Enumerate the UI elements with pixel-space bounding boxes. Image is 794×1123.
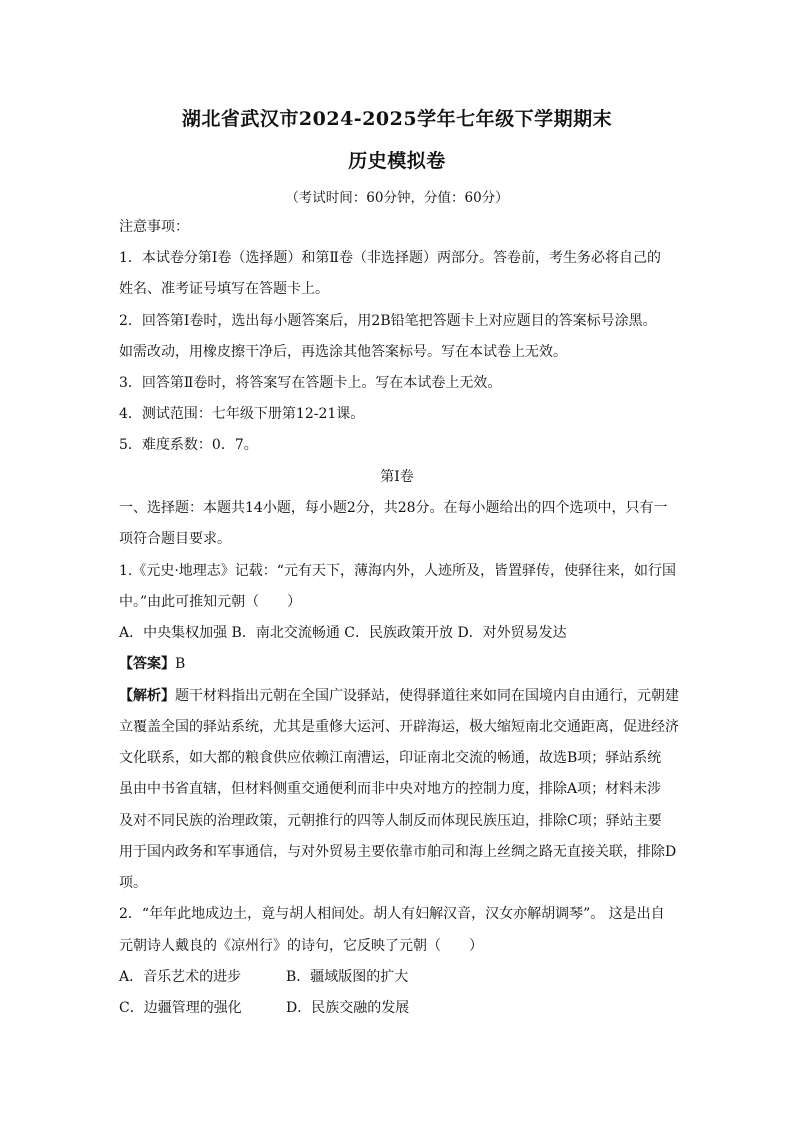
note-item-2a: 2．回答第Ⅰ卷时，选出每小题答案后，用2B铅笔把答题卡上对应题目的答案标号涂黑。 <box>119 313 657 329</box>
q2-option-c: C．边疆管理的强化 <box>119 1000 242 1016</box>
q1-analysis-3: 文化联系，如大都的粮食供应依赖江南漕运，印证南北交流的畅通，故选B项；驿站系统 <box>119 750 662 766</box>
q1-options: A．中央集权加强 B．南北交流畅通 C．民族政策开放 D．对外贸易发达 <box>119 625 567 641</box>
answer-value: B <box>175 656 186 672</box>
q1-analysis-1 <box>119 686 679 706</box>
q1-stem-a: 1.《元史·地理志》记载：“元有天下，薄海内外，人迹所及，皆置驿传，使驿往来，如行国 <box>119 563 676 579</box>
q2-stem-a: 2．“年年此地成边土，竟与胡人相间处。胡人有妇解汉音，汉女亦解胡调琴”。 这是出自 <box>119 906 665 922</box>
q1-analysis-6: 用于国内政务和军事通信，与对外贸易主要依靠市舶司和海上丝绸之路无直接关联，排除D <box>119 844 677 860</box>
q2-option-a: A．音乐艺术的进步 <box>119 969 242 985</box>
q2-options-row-2 <box>119 998 679 1018</box>
analysis-label: 【解析】 <box>119 688 175 704</box>
q2-option-b: B．疆域版图的扩大 <box>286 969 409 985</box>
exam-subject-title: 历史模拟卷 <box>348 150 446 172</box>
section-heading: 第Ⅰ卷 <box>380 469 414 485</box>
note-item-5: 5．难度系数：0．7。 <box>119 437 258 453</box>
notes-heading: 注意事项： <box>119 219 189 235</box>
q1-analysis-2: 立覆盖全国的驿站系统，尤其是重修大运河、开辟海运，极大缩短南北交通距离，促进经济 <box>119 719 679 735</box>
analysis-text: 题干材料指出元朝在全国广设驿站，使得驿道往来如同在国境内自由通行，元朝建 <box>175 688 679 704</box>
exam-title: 湖北省武汉市2024-2025学年七年级下学期期末 <box>181 108 613 130</box>
q1-analysis-5: 及对不同民族的治理政策，元朝推行的四等人制反而体现民族压迫，排除C项；驿站主要 <box>119 813 662 829</box>
q2-option-d: D．民族交融的发展 <box>286 1000 410 1016</box>
section-intro-a: 一、选择题：本题共14小题，每小题2分，共28分。在每小题给出的四个选项中，只有一 <box>119 500 668 516</box>
q2-stem-b: 元朝诗人戴良的《凉州行》的诗句，它反映了元朝（ ） <box>119 938 483 954</box>
note-item-4: 4．测试范围：七年级下册第12-21课。 <box>119 406 365 422</box>
section-intro-b: 项符合题目要求。 <box>119 531 231 547</box>
note-item-3: 3．回答第Ⅱ卷时，将答案写在答题卡上。写在本试卷上无效。 <box>119 375 502 391</box>
q1-answer <box>119 654 679 674</box>
note-item-1b: 姓名、准考证号填写在答题卡上。 <box>119 281 329 297</box>
exam-time-info: （考试时间：60分钟，分值：60分） <box>285 190 509 206</box>
note-item-2b: 如需改动，用橡皮擦干净后，再选涂其他答案标号。写在本试卷上无效。 <box>119 344 567 360</box>
q1-analysis-4: 虽由中书省直辖，但材料侧重交通便利而非中央对地方的控制力度，排除A项；材料未涉 <box>119 781 662 797</box>
answer-label: 【答案】 <box>119 656 175 672</box>
q1-stem-b: 中。”由此可推知元朝（ ） <box>119 594 302 610</box>
q2-options-row-1 <box>119 967 679 987</box>
note-item-1a: 1．本试卷分第Ⅰ卷（选择题）和第Ⅱ卷（非选择题）两部分。答卷前，考生务必将自己的 <box>119 250 661 266</box>
q1-analysis-7: 项。 <box>119 875 147 891</box>
